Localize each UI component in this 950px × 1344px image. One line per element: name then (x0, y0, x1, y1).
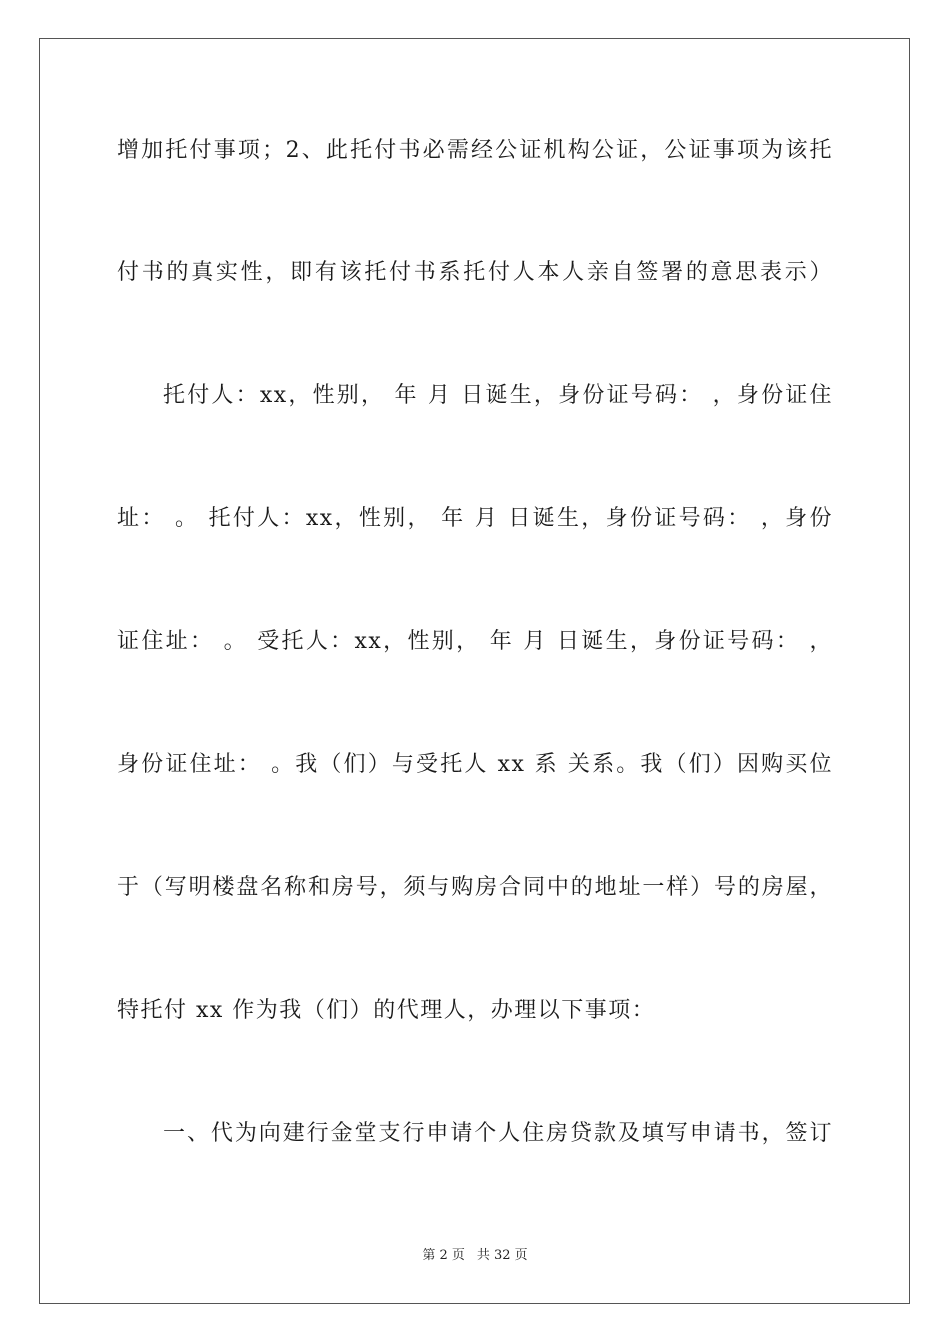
page-footer (0, 1246, 950, 1266)
page-border (39, 38, 910, 1304)
body-line-2: 付书的真实性，即有该托付书系托付人本人亲自签署的意思表示） (117, 260, 833, 285)
page-total: 共 32 页 (476, 1248, 528, 1263)
body-line-5: 证住址： 。 受托人：xx，性别， 年 月 日诞生，身份证号码： ， (117, 629, 833, 654)
body-line-6: 身份证住址： 。我（们）与受托人 xx 系 关系。我（们）因购买位 (117, 752, 833, 777)
body-line-4: 址： 。 托付人：xx，性别， 年 月 日诞生，身份证号码： ，身份 (117, 506, 833, 531)
body-line-3: 托付人：xx，性别， 年 月 日诞生，身份证号码： ，身份证住 (163, 383, 833, 408)
body-line-7: 于（写明楼盘名称和房号，须与购房合同中的地址一样）号的房屋， (117, 875, 833, 900)
page-number: 第 2 页 (422, 1248, 465, 1263)
body-line-1: 增加托付事项；2、此托付书必需经公证机构公证，公证事项为该托 (117, 138, 833, 163)
body-line-9: 一、代为向建行金堂支行申请个人住房贷款及填写申请书，签订 (163, 1121, 833, 1146)
body-line-8: 特托付 xx 作为我（们）的代理人，办理以下事项： (117, 998, 656, 1023)
